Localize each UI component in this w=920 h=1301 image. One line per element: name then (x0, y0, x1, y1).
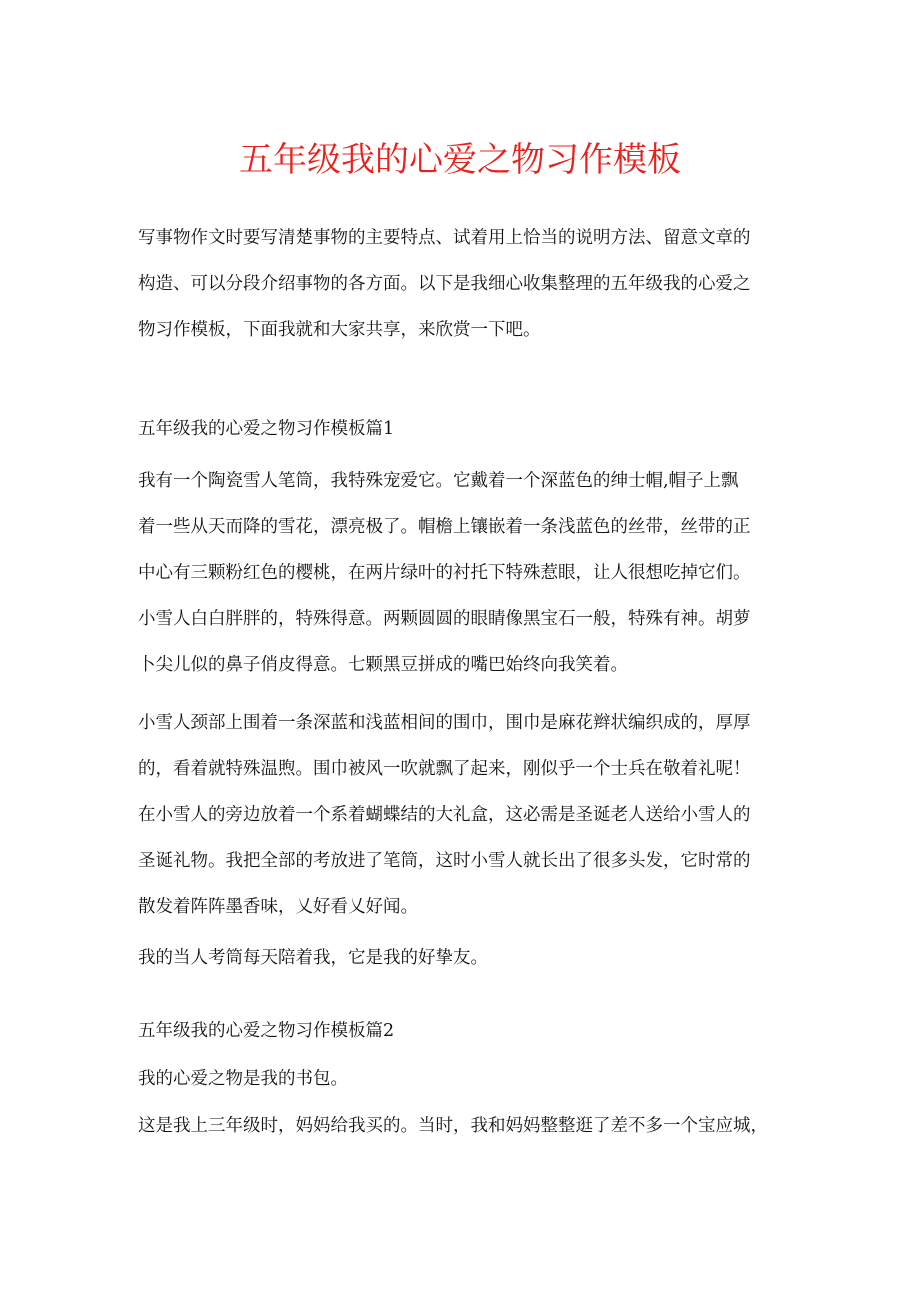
paragraph-line: 的，看着就特殊温煦。围巾被风一吹就飘了起来，刚似乎一个士兵在敬着礼呢！ (138, 759, 751, 779)
section1-heading: 五年级我的心爱之物习作模板篇1 (138, 419, 395, 439)
paragraph-line: 圣诞礼物。我把全部的考放进了笔筒，这时小雪人就长出了很多头发，它时常的 (138, 851, 751, 871)
section1-paragraph-3: 我的当人考筒每天陪着我，它是我的好挚友。 (138, 948, 488, 968)
paragraph-line: 着一些从天而降的雪花，漂亮极了。帽檐上镶嵌着一条浅蓝色的丝带，丝带的正 (138, 517, 751, 537)
paragraph-line: 散发着阵阵墨香味，乂好看乂好闻。 (138, 897, 418, 917)
intro-line: 物习作模板，下面我就和大家共享，来欣赏一下吧。 (138, 320, 541, 340)
section2-heading: 五年级我的心爱之物习作模板篇2 (138, 1021, 395, 1041)
paragraph-line: 小雪人白白胖胖的，特殊得意。两颗圆圆的眼睛像黑宝石一般，特殊有神。胡萝 (138, 609, 751, 629)
paragraph-line: 小雪人颈部上围着一条深蓝和浅蓝相间的围巾，围巾是麻花辫状编织成的，厚厚 (138, 713, 751, 733)
section2-paragraph-1: 我的心爱之物是我的书包。 (138, 1069, 348, 1089)
paragraph-line: 中心有三颗粉红色的樱桃，在两片绿叶的衬托下特殊惹眼，让人很想吃掉它们。 (138, 563, 751, 583)
intro-line: 写事物作文时要写清楚事物的主要特点、试着用上恰当的说明方法、留意文章的 (138, 228, 751, 248)
section1-paragraph-1 (138, 458, 786, 688)
intro-paragraph (138, 215, 786, 353)
paragraph-line: 卜尖儿似的鼻子俏皮得意。七颗黑豆拼成的嘴巴始终向我笑着。 (138, 655, 628, 675)
intro-line: 构造、可以分段介绍事物的各方面。以下是我细心收集整理的五年级我的心爱之 (138, 274, 751, 294)
document-title: 五年级我的心爱之物习作模板 (239, 140, 681, 180)
section1-paragraph-2 (138, 700, 786, 930)
paragraph-line: 在小雪人的旁边放着一个系着蝴蝶结的大礼盒，这必需是圣诞老人送给小雪人的 (138, 805, 751, 825)
section2-paragraph-2: 这是我上三年级时，妈妈给我买的。当时，我和妈妈整整逛了差不多一个宝应城， (138, 1116, 768, 1136)
paragraph-line: 我有一个陶瓷雪人笔筒，我特殊宠爱它。它戴着一个深蓝色的绅士帽,帽子上飘 (138, 471, 739, 491)
